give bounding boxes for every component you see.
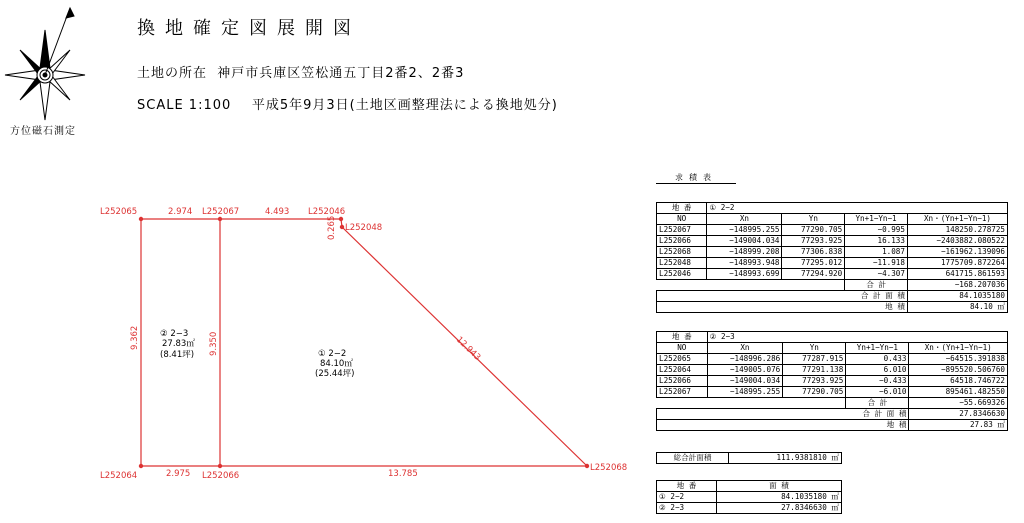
dim-label: 13.785 bbox=[388, 469, 418, 479]
col-header: NO bbox=[657, 343, 708, 354]
total-value: 84.1035180 bbox=[907, 291, 1007, 302]
point-marker bbox=[340, 225, 344, 229]
dim-label: 2.974 bbox=[168, 207, 193, 217]
table-row: L252066 −149004.034 77293.925 16.133 −2403882.080522 bbox=[657, 236, 1008, 247]
table-row: L252067 −148995.255 77290.705 −0.995 148250.278725 bbox=[657, 225, 1008, 236]
chiban-value: ① 2−2 bbox=[707, 203, 1008, 214]
col-header: Yn bbox=[782, 214, 845, 225]
page-title: 換地確定図展開図 bbox=[137, 18, 361, 39]
compass-icon bbox=[5, 8, 85, 120]
parcel-23-tsubo: (8.41坪) bbox=[160, 350, 195, 360]
parcel-22-name: ① 2−2 bbox=[318, 349, 347, 359]
dim-label: 0.265 bbox=[327, 215, 337, 240]
dim-label: 2.975 bbox=[166, 469, 191, 479]
chiban-label: 地 番 bbox=[657, 332, 708, 343]
dim-label: 12.943 bbox=[453, 334, 483, 363]
sum-label: 合 計 bbox=[846, 398, 909, 409]
grand-total-table bbox=[656, 452, 842, 464]
col-header: 地 番 bbox=[657, 481, 717, 492]
area-value: 27.83 ㎡ bbox=[909, 420, 1008, 431]
point-label: L252048 bbox=[345, 223, 383, 233]
parcel-boundaries bbox=[141, 219, 587, 466]
point-label: L252065 bbox=[100, 207, 138, 217]
total-label: 合 計 面 積 bbox=[657, 409, 909, 420]
sum-label: 合 計 bbox=[845, 280, 908, 291]
dim-label: 9.350 bbox=[209, 331, 219, 356]
sum-value: −168.207036 bbox=[907, 280, 1007, 291]
area-label: 地 積 bbox=[657, 302, 908, 313]
col-header: Yn+1−Yn−1 bbox=[846, 343, 909, 354]
col-header: NO bbox=[657, 214, 707, 225]
col-header: 面 積 bbox=[716, 481, 841, 492]
summary-table bbox=[656, 480, 842, 514]
point-marker bbox=[139, 217, 143, 221]
table-row: ② 2−3 27.8346630 ㎡ bbox=[657, 503, 842, 514]
point-label: L252046 bbox=[308, 207, 346, 217]
parcel-22-area: 84.10㎡ bbox=[320, 359, 353, 369]
point-label: L252067 bbox=[202, 207, 240, 217]
total-label: 合 計 面 積 bbox=[657, 291, 908, 302]
point-label: L252068 bbox=[590, 463, 628, 473]
point-label: L252066 bbox=[202, 471, 240, 481]
location-value: 神戸市兵庫区笠松通五丁目2番2、2番3 bbox=[217, 66, 465, 81]
table-row: L252048 −148993.948 77295.012 −11.918 1775709.872264 bbox=[657, 258, 1008, 269]
parcel-23-name: ② 2−3 bbox=[160, 329, 189, 339]
total-value: 27.8346630 bbox=[909, 409, 1008, 420]
point-marker bbox=[218, 217, 222, 221]
kyuseki-title: 求積表 bbox=[656, 172, 736, 184]
chiban-label: 地 番 bbox=[657, 203, 707, 214]
grand-total-value: 111.9381810 ㎡ bbox=[728, 453, 841, 464]
location-label: 土地の所在 bbox=[137, 66, 208, 81]
table-row: L252066 −149004.034 77293.925 −0.433 64518.746722 bbox=[657, 376, 1008, 387]
dim-label: 9.362 bbox=[130, 325, 140, 350]
dim-label: 4.493 bbox=[265, 207, 290, 217]
date-note: 平成5年9月3日(土地区画整理法による換地処分) bbox=[251, 98, 558, 113]
table-row: L252068 −148999.208 77306.838 1.087 −161962.139096 bbox=[657, 247, 1008, 258]
point-label: L252064 bbox=[100, 471, 138, 481]
point-marker bbox=[339, 217, 343, 221]
col-header: Yn+1−Yn−1 bbox=[845, 214, 908, 225]
col-header: Yn bbox=[783, 343, 846, 354]
point-marker bbox=[139, 464, 143, 468]
scale-value: SCALE 1:100 bbox=[137, 98, 232, 113]
point-marker bbox=[218, 464, 222, 468]
grand-total-label: 総合計面積 bbox=[657, 453, 729, 464]
parcel-22-tsubo: (25.44坪) bbox=[315, 369, 355, 379]
col-header: Xn bbox=[707, 214, 782, 225]
table-row: L252046 −148993.699 77294.920 −4.307 641715.861593 bbox=[657, 269, 1008, 280]
table-row: ① 2−2 84.1035180 ㎡ bbox=[657, 492, 842, 503]
col-header: Xn・(Yn+1−Yn−1) bbox=[907, 214, 1007, 225]
table-row: L252067 −148995.255 77290.705 −6.010 895461.482550 bbox=[657, 387, 1008, 398]
chiban-value: ② 2−3 bbox=[707, 332, 1007, 343]
parcel-23-area: 27.83㎡ bbox=[162, 339, 195, 349]
area-label: 地 積 bbox=[657, 420, 909, 431]
col-header: Xn bbox=[707, 343, 783, 354]
area-value: 84.10 ㎡ bbox=[907, 302, 1007, 313]
point-marker bbox=[585, 464, 589, 468]
table-row: L252065 −148996.286 77287.915 0.433 −64515.391838 bbox=[657, 354, 1008, 365]
sum-value: −55.669326 bbox=[909, 398, 1008, 409]
area-table-2 bbox=[656, 331, 1008, 431]
col-header: Xn・(Yn+1−Yn−1) bbox=[909, 343, 1008, 354]
compass-label: 方位磁石測定 bbox=[10, 126, 76, 137]
table-row: L252064 −149005.076 77291.138 6.010 −895520.506760 bbox=[657, 365, 1008, 376]
area-table-1 bbox=[656, 202, 1008, 313]
